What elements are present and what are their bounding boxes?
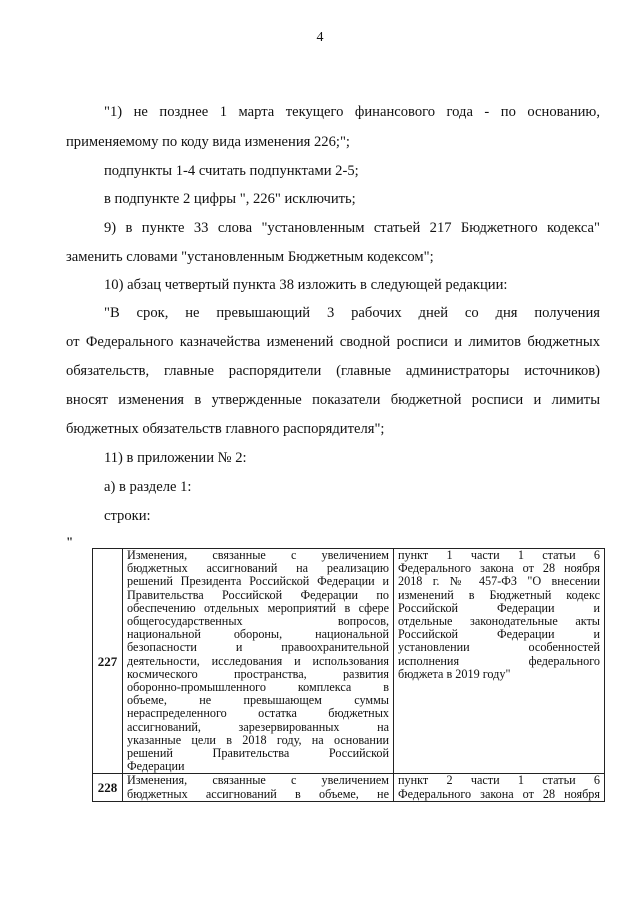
basis-line: установлении особенностей (398, 640, 600, 655)
page-number: 4 (316, 30, 324, 45)
basis-line: пункт 1 части 1 статьи 6 (398, 548, 600, 562)
paragraph-4-line-2: заменить словами "установленным Бюджетным кодексом"; (66, 249, 434, 265)
basis-line: Российской Федерации и (398, 600, 600, 615)
description-line: указанные цели в 2018 году, на основании (127, 732, 389, 747)
row-code: 228 (93, 774, 123, 801)
paragraph-8: а) в разделе 1: (104, 479, 192, 495)
description-line: ассигнований, зарезервированных на (127, 719, 389, 734)
description-line: бюджетных ассигнований в объеме, не (127, 786, 389, 801)
paragraph-3: в подпункте 2 цифры ", 226" исключить; (104, 191, 356, 207)
description-line: Изменения, связанные с увеличением (127, 773, 389, 788)
paragraph-4-line-1: 9) в пункте 33 слова "установленным статьей 217 Бюджетного кодекса" (104, 220, 600, 236)
description-line: деятельности, исследования и использования (127, 653, 389, 668)
table-row (93, 774, 605, 801)
basis-line: исполнения федерального (398, 653, 600, 668)
paragraph-6-line-3: обязательств, главные распорядители (главные администраторы источников) (66, 363, 600, 379)
description-line: обеспечению отдельных мероприятий в сфере (127, 600, 389, 615)
basis-line: отдельные законодательные акты (398, 614, 600, 629)
description-line: Изменения, связанные с увеличением (127, 548, 389, 562)
paragraph-6-line-4: вносят изменения в утвержденные показатели бюджетной росписи и лимиты (66, 392, 600, 408)
description-line: бюджетных ассигнований на реализацию (127, 561, 389, 576)
paragraph-2: подпункты 1-4 считать подпунктами 2-5; (104, 163, 359, 179)
basis-line: 2018 г. № 457-ФЗ "О внесении (398, 574, 600, 589)
basis-line: бюджета в 2019 году" (398, 666, 511, 681)
table-row (93, 549, 605, 774)
paragraph-7: 11) в приложении № 2: (104, 450, 247, 466)
description-line: космического пространства, развития (127, 666, 389, 681)
description-line: нераспределенного остатка бюджетных (127, 706, 389, 721)
paragraph-1-line-1: "1) не позднее 1 марта текущего финансового года - по основанию, (104, 104, 600, 120)
description-line: Правительства Российской Федерации по (127, 587, 389, 602)
paragraph-9: строки: (104, 508, 151, 524)
row-legal-basis (394, 774, 605, 801)
paragraph-5: 10) абзац четвертый пункта 38 изложить в следующей редакции: (104, 277, 508, 293)
row-description (123, 549, 394, 774)
description-line: общегосударственных вопросов, (127, 614, 389, 629)
row-description (123, 774, 394, 801)
description-line: решений Правительства Российской (127, 746, 389, 761)
description-line: Федерации (127, 759, 185, 774)
opening-quote-mark: " (66, 534, 74, 549)
row-legal-basis (394, 549, 605, 774)
paragraph-6-line-2: от Федерального казначейства изменений сводной росписи и лимитов бюджетных (66, 334, 600, 350)
budget-change-codes-table (92, 548, 605, 802)
paragraph-6-line-1: "В срок, не превышающий 3 рабочих дней со дня получения (104, 305, 600, 321)
paragraph-6-line-5: бюджетных обязательств главного распорядителя"; (66, 421, 385, 437)
basis-line: пункт 2 части 1 статьи 6 (398, 773, 600, 788)
description-line: решений Президента Российской Федерации и (127, 574, 389, 589)
paragraph-1-line-2: применяемому по коду вида изменения 226;"; (66, 134, 350, 150)
description-line: оборонно-промышленного комплекса в (127, 680, 389, 695)
basis-line: Федерального закона от 28 ноября (398, 786, 600, 801)
basis-line: изменений в Бюджетный кодекс (398, 587, 600, 602)
description-line: национальной обороны, национальной (127, 627, 389, 642)
basis-line: Федерального закона от 28 ноября (398, 561, 600, 576)
row-code: 227 (93, 549, 123, 774)
basis-line: Российской Федерации и (398, 627, 600, 642)
description-line: объеме, не превышающем суммы (127, 693, 389, 708)
description-line: безопасности и правоохранительной (127, 640, 389, 655)
